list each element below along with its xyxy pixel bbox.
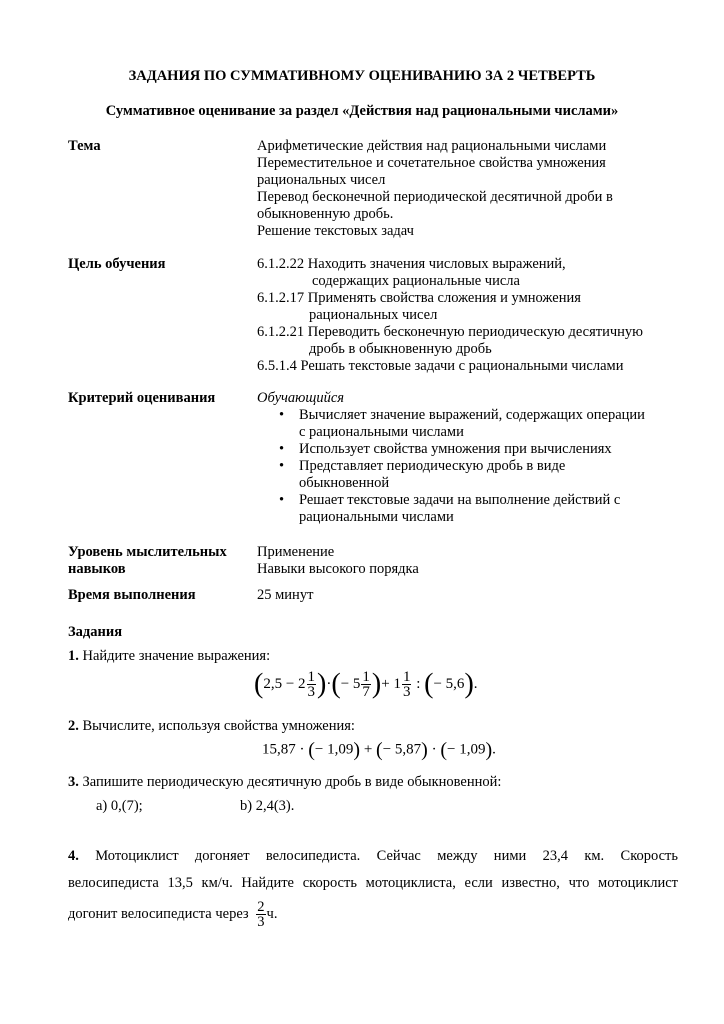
goal-value xyxy=(257,256,677,375)
criteria-list xyxy=(257,407,657,526)
topic-line: рациональных чисел xyxy=(257,172,386,188)
goal-line: 6.5.1.4 Решать текстовые задачи с рациональными числами xyxy=(257,358,624,374)
topic-line: Перевод бесконечной периодической десятичной дроби в xyxy=(257,189,613,205)
bullet-icon: • xyxy=(279,441,285,457)
document-title: ЗАДАНИЯ ПО СУММАТИВНОМУ ОЦЕНИВАНИЮ ЗА 2 ЧЕТВЕРТЬ xyxy=(128,68,596,84)
skills-value: Применение Навыки высокого порядка xyxy=(257,544,419,577)
tasks-heading: Задания xyxy=(68,624,123,640)
task-1-expression: (2,5 − 2 $\frac{1}{3}$ )·(− 5 $\frac{1}{7}$ )+ 1 $\frac{1}{3}$ : (− 5,6). xyxy=(254,668,478,700)
criteria-value xyxy=(257,390,657,526)
bullet-icon: • xyxy=(279,458,285,474)
time-value: 25 минут xyxy=(257,587,314,603)
goal-line: 6.1.2.21 Переводить бесконечную периодическую десятичную xyxy=(257,324,643,340)
task-3-option-b: b) 2,4(3). xyxy=(240,798,295,814)
document-subtitle: Суммативное оценивание за раздел «Действия над рациональными числами» xyxy=(105,103,619,119)
bullet-icon: • xyxy=(279,492,285,508)
task-2 xyxy=(68,718,678,735)
criteria-item: • Представляет периодическую дробь в виде обыкновенной xyxy=(279,458,566,491)
task-2-number: 2. xyxy=(68,718,79,734)
task-4-number: 4. xyxy=(68,848,79,864)
goal-line: рациональных чисел xyxy=(309,307,438,323)
topic-label: Тема xyxy=(68,138,101,154)
task-3-option-a: a) 0,(7); xyxy=(96,798,143,814)
goal-label: Цель обучения xyxy=(68,256,166,272)
goal-line: содержащих рациональные числа xyxy=(312,273,520,289)
topic-line: Переместительное и сочетательное свойства умножения xyxy=(257,155,606,171)
topic-line: Решение текстовых задач xyxy=(257,223,414,239)
criteria-intro: Обучающийся xyxy=(257,390,345,406)
criteria-item: • Использует свойства умножения при вычислениях xyxy=(279,441,612,457)
criteria-item: • Решает текстовые задачи на выполнение действий с рациональными числами xyxy=(279,492,621,525)
topic-line: обыкновенную дробь. xyxy=(257,206,394,222)
task-2-expression: 15,87 · (− 1,09) + (− 5,87) · (− 1,09). xyxy=(262,739,496,761)
time-label: Время выполнения xyxy=(68,587,196,603)
task-4-line-3: догонит велосипедиста через $\frac{2}{3}$ ч. xyxy=(68,899,278,930)
criteria-item: • Вычисляет значение выражений, содержащих операции с рациональными числами xyxy=(279,407,645,440)
goal-line: дробь в обыкновенную дробь xyxy=(309,341,492,357)
task-3-number: 3. xyxy=(68,774,79,790)
criteria-label: Критерий оценивания xyxy=(68,390,216,406)
task-2-text: Вычислите, используя свойства умножения: xyxy=(78,718,355,734)
task-1 xyxy=(68,648,678,665)
task-1-text: Найдите значение выражения: xyxy=(78,648,271,664)
skills-label: Уровень мыслительных навыков xyxy=(68,544,227,577)
topic-value xyxy=(257,138,657,240)
goal-line: 6.1.2.22 Находить значения числовых выражений, xyxy=(257,256,566,272)
task-1-number: 1. xyxy=(68,648,79,664)
task-3 xyxy=(68,774,678,791)
topic-line: Арифметические действия над рациональными числами xyxy=(257,138,607,154)
task-3-text: Запишите периодическую десятичную дробь в виде обыкновенной: xyxy=(78,774,502,790)
task-4-line-2: велосипедиста 13,5 км/ч. Найдите скорость мотоциклиста, если известно, что мотоциклист xyxy=(68,875,678,891)
task-4-line-1: 4. Мотоциклист догоняет велосипедиста. Сейчас между ними 23,4 км. Скорость xyxy=(68,848,679,864)
goal-line: 6.1.2.17 Применять свойства сложения и умножения xyxy=(257,290,581,306)
bullet-icon: • xyxy=(279,407,285,423)
